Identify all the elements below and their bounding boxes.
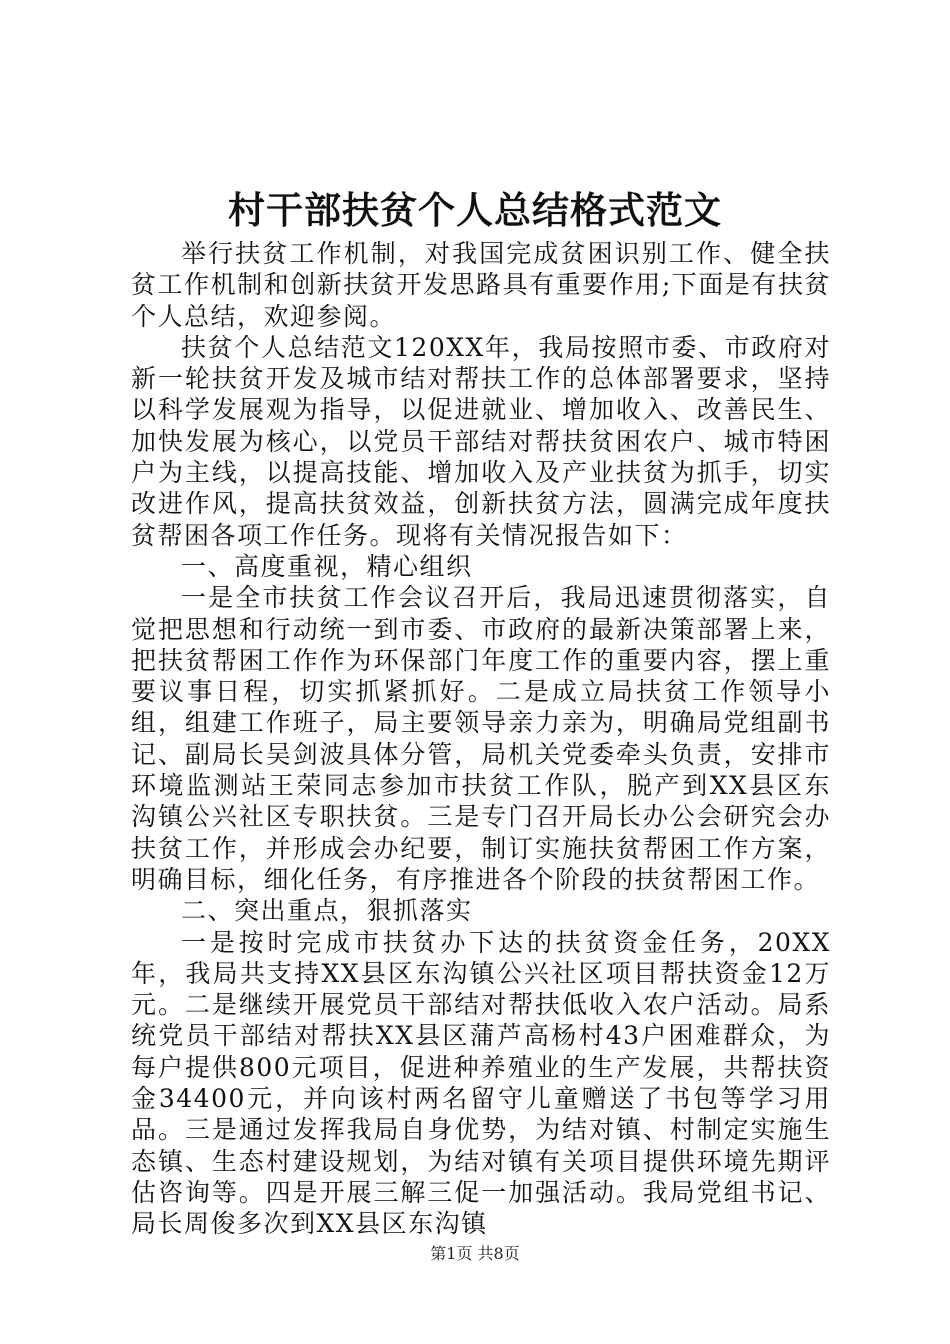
section-heading-1: 一、高度重视，精心组织 <box>181 551 473 581</box>
section-1-paragraph: 一是全市扶贫工作会议召开后，我局迅速贯彻落实，自觉把思想和行动统一到市委、市政府的最新决策部署上来，把扶贫帮困工作作为环保部门年度工作的重要内容，摆上重要议事日程，切实抓紧抓好。二是成立局扶贫工作领导小组，组建工作班子，局主要领导亲力亲为，明确局党组副书记、副局长吴剑波具体分管，局机关党委牵头负责，安排市环境监测站王荣同志参加市扶贫工作队，脱产到XX县区东沟镇公兴社区专职扶贫。三是专门召开局长办公会研究会办扶贫工作，并形成会办纪要，制订实施扶贫帮困工作方案，明确目标，细化任务，有序推进各个阶段的扶贫帮困工作。 <box>131 583 831 894</box>
section-2-paragraph: 一是按时完成市扶贫办下达的扶贫资金任务，20XX年，我局共支持XX县区东沟镇公兴社区项目帮扶资金12万元。二是继续开展党员干部结对帮扶低收入农户活动。局系统党员干部结对帮扶XX县区蒲芦高杨村43户困难群众，为每户提供800元项目，促进种养殖业的生产发展，共帮扶资金34400元，并向该村两名留守儿童赠送了书包等学习用品。三是通过发挥我局自身优势，为结对镇、村制定实施生态镇、生态村建设规划，为结对镇有关项目提供环境先期评估咨询等。四是开展三解三促一加强活动。我局党组书记、局长周俊多次到XX县区东沟镇 <box>131 927 831 1239</box>
document-body <box>131 238 831 1240</box>
intro-paragraph: 举行扶贫工作机制，对我国完成贫困识别工作、健全扶贫工作机制和创新扶贫开发思路具有重要作用;下面是有扶贫个人总结，欢迎参阅。 <box>131 239 831 331</box>
document-title: 村干部扶贫个人总结格式范文 <box>228 188 722 232</box>
page-number-footer: 第1页 共8页 <box>430 1244 520 1263</box>
overview-paragraph: 扶贫个人总结范文120XX年，我局按照市委、市政府对新一轮扶贫开发及城市结对帮扶工作的总体部署要求，坚持以科学发展观为指导，以促进就业、增加收入、改善民生、加快发展为核心，以党员干部结对帮扶贫困农户、城市特困户为主线，以提高技能、增加收入及产业扶贫为抓手，切实改进作风，提高扶贫效益，创新扶贫方法，圆满完成年度扶贫帮困各项工作任务。现将有关情况报告如下： <box>131 332 831 550</box>
section-heading-2: 二、突出重点，狠抓落实 <box>181 896 473 926</box>
